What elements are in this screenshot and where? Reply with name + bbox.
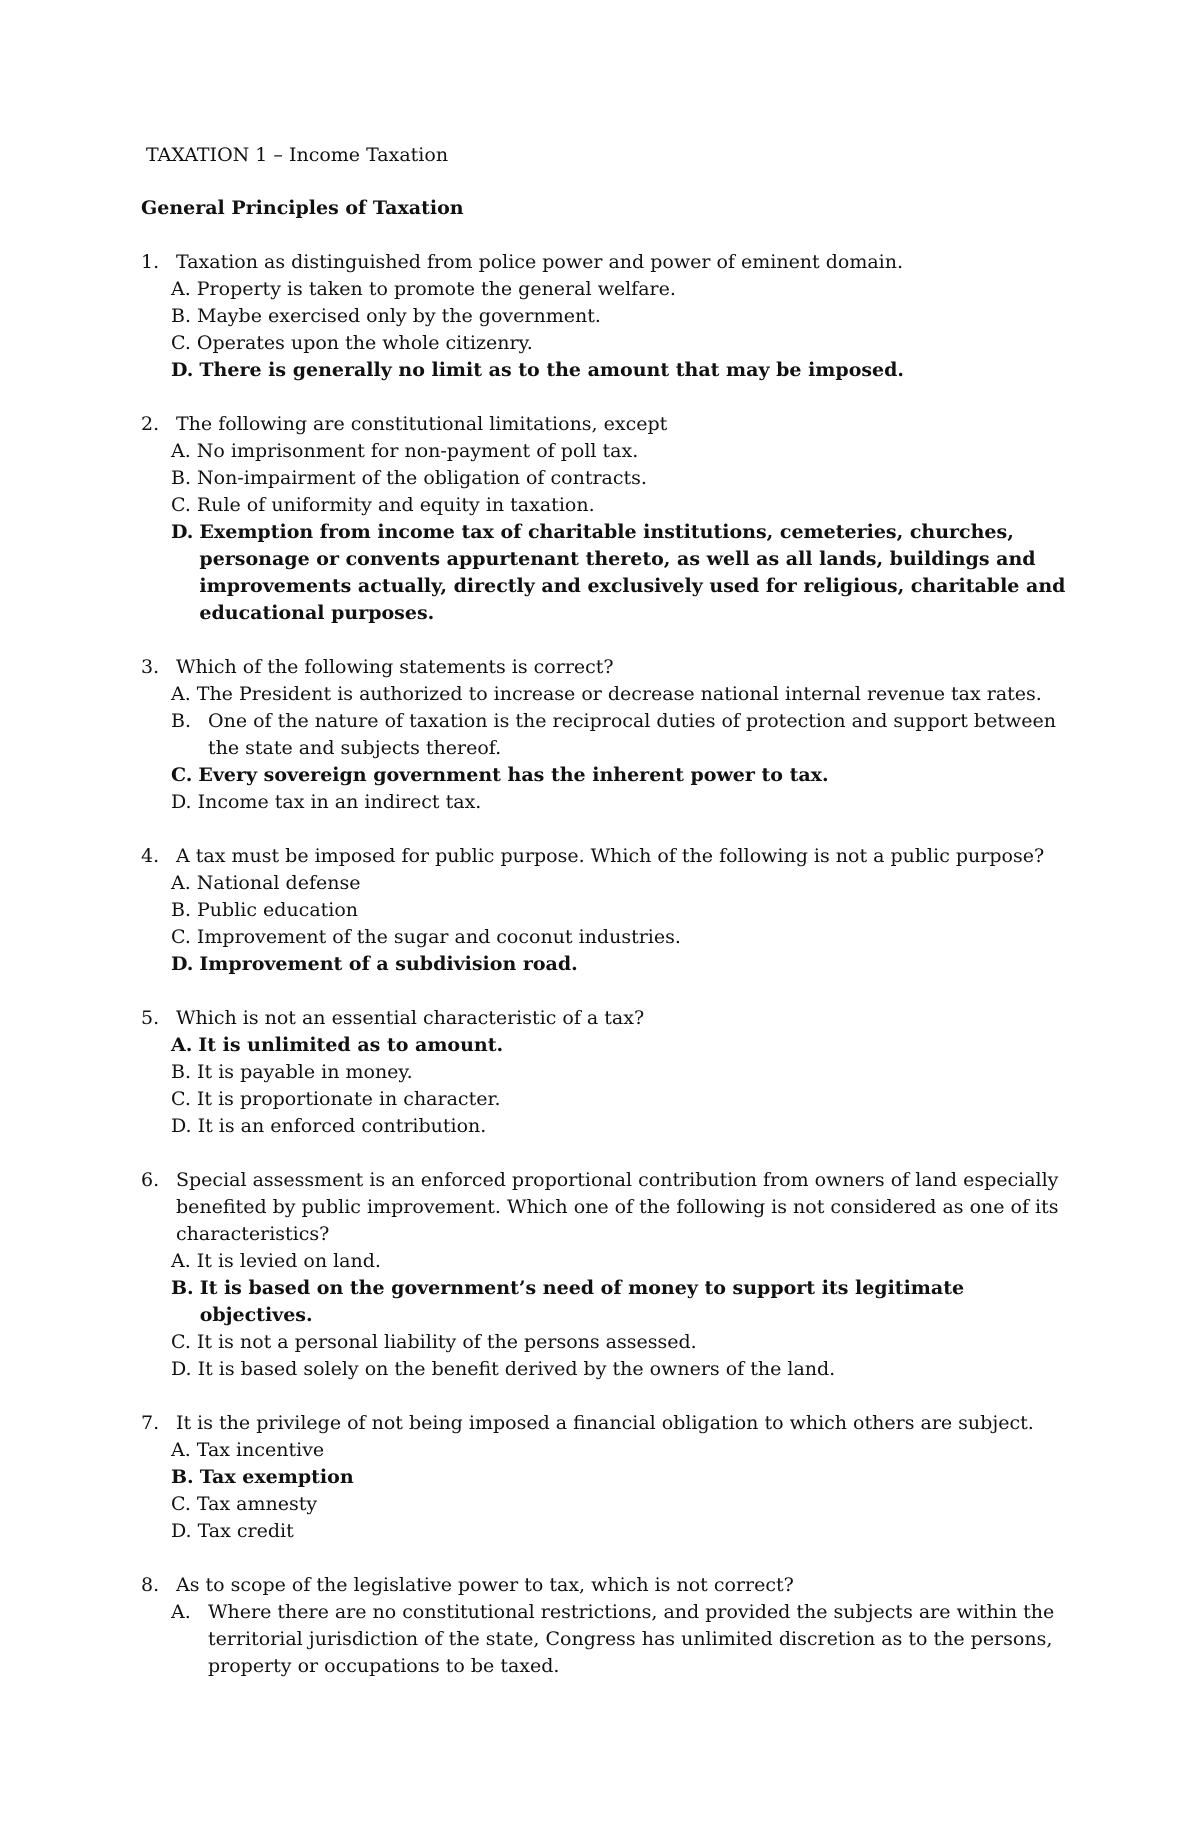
option-letter: C.	[171, 1088, 191, 1110]
option-letter: D.	[171, 1358, 192, 1380]
question-text: It is the privilege of not being imposed a financial obligation to which others are subject.	[176, 1412, 1034, 1434]
option-letter: C.	[171, 332, 191, 354]
option-text: Improvement of a subdivision road.	[199, 953, 578, 975]
option-letter: C.	[171, 1493, 191, 1515]
answer-option	[171, 897, 1071, 924]
answer-option	[171, 1356, 1071, 1383]
option-letter: A.	[171, 872, 191, 894]
option-letter: D.	[171, 791, 192, 813]
correct-answer-option	[171, 1032, 1071, 1059]
question-stem	[141, 1005, 1071, 1032]
option-text: Improvement of the sugar and coconut industries.	[196, 926, 681, 948]
option-text: It is not a personal liability of the persons assessed.	[196, 1331, 697, 1353]
answer-option	[171, 1437, 1071, 1464]
question-text: The following are constitutional limitations, except	[176, 413, 668, 435]
answer-options	[171, 681, 1071, 816]
answer-options	[171, 1599, 1071, 1680]
answer-option	[171, 276, 1071, 303]
answer-option	[171, 789, 1071, 816]
answer-option	[171, 708, 1071, 762]
question-item	[141, 1005, 1071, 1140]
answer-option	[171, 1059, 1071, 1086]
question-item	[141, 843, 1071, 978]
option-letter: C.	[171, 1331, 191, 1353]
option-text: Maybe exercised only by the government.	[197, 305, 601, 327]
option-text: Property is taken to promote the general welfare.	[196, 278, 676, 300]
option-text: There is generally no limit as to the amount that may be imposed.	[199, 359, 905, 381]
option-text: It is an enforced contribution.	[197, 1115, 487, 1137]
option-text: Public education	[197, 899, 359, 921]
answer-option	[171, 492, 1071, 519]
option-text: Rule of uniformity and equity in taxation.	[196, 494, 595, 516]
option-letter: B.	[171, 710, 192, 732]
answer-option	[171, 1599, 1071, 1680]
option-letter: C.	[171, 494, 191, 516]
question-stem	[141, 1167, 1071, 1248]
answer-option	[171, 438, 1071, 465]
question-text: Which is not an essential characteristic of a tax?	[176, 1007, 645, 1029]
option-text: National defense	[196, 872, 361, 894]
option-text: One of the nature of taxation is the reciprocal duties of protection and support between the state and subjects thereof.	[208, 710, 1056, 759]
question-item	[141, 1167, 1071, 1383]
answer-option	[171, 1248, 1071, 1275]
correct-answer-option	[171, 357, 1071, 384]
option-text: Tax exemption	[199, 1466, 354, 1488]
option-letter: B.	[171, 467, 192, 489]
question-stem	[141, 843, 1071, 870]
answer-option	[171, 1086, 1071, 1113]
option-letter: D.	[171, 1520, 192, 1542]
question-number: 8.	[141, 1574, 160, 1596]
question-number: 1.	[141, 251, 160, 273]
document-title: TAXATION 1 – Income Taxation	[146, 144, 449, 166]
option-text: Tax amnesty	[196, 1493, 318, 1515]
option-letter: B.	[171, 1061, 192, 1083]
option-letter: A.	[171, 440, 191, 462]
answer-options	[171, 1032, 1071, 1140]
option-text: It is based solely on the benefit derived by the owners of the land.	[197, 1358, 836, 1380]
option-text: Every sovereign government has the inherent power to tax.	[198, 764, 829, 786]
option-letter: C.	[171, 926, 191, 948]
answer-options	[171, 1248, 1071, 1383]
option-text: It is levied on land.	[196, 1250, 381, 1272]
option-text: It is based on the government’s need of money to support its legitimate objectives.	[199, 1277, 965, 1326]
question-text: Special assessment is an enforced proportional contribution from owners of land especially benefited by public improvement. Which one of the following is not considered as one of its characteristics?	[176, 1169, 1059, 1245]
option-letter: A.	[171, 683, 191, 705]
question-item	[141, 1410, 1071, 1545]
option-text: No imprisonment for non-payment of poll tax.	[196, 440, 639, 462]
question-number: 7.	[141, 1412, 160, 1434]
option-letter: A.	[171, 1439, 191, 1461]
option-text: It is proportionate in character.	[196, 1088, 501, 1110]
option-text: The President is authorized to increase or decrease national internal revenue tax rates.	[196, 683, 1042, 705]
option-letter: D.	[171, 521, 194, 543]
question-text: A tax must be imposed for public purpose. Which of the following is not a public purpose?	[176, 845, 1045, 867]
answer-option	[171, 330, 1071, 357]
option-text: Exemption from income tax of charitable institutions, cemeteries, churches, personage or convents appurtenant thereto, as well as all lands, buildings and improvements actually, directly and exclusively used for religious, charitable and educational purposes.	[199, 521, 1066, 624]
option-text: Income tax in an indirect tax.	[197, 791, 482, 813]
question-number: 4.	[141, 845, 160, 867]
answer-option	[171, 1329, 1071, 1356]
correct-answer-option	[171, 519, 1071, 627]
question-stem	[141, 654, 1071, 681]
option-text: It is payable in money.	[197, 1061, 413, 1083]
option-text: Non-impairment of the obligation of contracts.	[197, 467, 647, 489]
question-item	[141, 1572, 1071, 1680]
answer-option	[171, 1113, 1071, 1140]
correct-answer-option	[171, 1464, 1071, 1491]
question-text: Which of the following statements is correct?	[176, 656, 614, 678]
question-stem	[141, 1572, 1071, 1599]
option-text: It is unlimited as to amount.	[198, 1034, 504, 1056]
question-number: 6.	[141, 1169, 160, 1191]
section-heading: General Principles of Taxation	[141, 197, 464, 219]
question-stem	[141, 1410, 1071, 1437]
option-text: Operates upon the whole citizenry.	[196, 332, 533, 354]
answer-options	[171, 870, 1071, 978]
question-item	[141, 249, 1071, 384]
option-letter: A.	[171, 1250, 191, 1272]
option-letter: D.	[171, 953, 194, 975]
answer-options	[171, 1437, 1071, 1545]
option-letter: B.	[171, 1277, 194, 1299]
correct-answer-option	[171, 951, 1071, 978]
question-stem	[141, 249, 1071, 276]
answer-option	[171, 465, 1071, 492]
question-list	[141, 249, 1071, 1680]
option-letter: A.	[171, 278, 191, 300]
option-letter: A.	[171, 1601, 191, 1623]
option-text: Tax credit	[197, 1520, 294, 1542]
option-letter: B.	[171, 305, 192, 327]
option-letter: A.	[171, 1034, 193, 1056]
answer-option	[171, 924, 1071, 951]
question-number: 5.	[141, 1007, 160, 1029]
option-text: Where there are no constitutional restrictions, and provided the subjects are within the territorial jurisdiction of the state, Congress has unlimited discretion as to the persons, property or occupations to be taxed.	[208, 1601, 1055, 1677]
answer-option	[171, 1518, 1071, 1545]
option-letter: D.	[171, 1115, 192, 1137]
answer-option	[171, 870, 1071, 897]
question-item	[141, 411, 1071, 627]
document-content	[141, 142, 1071, 1707]
answer-option	[171, 681, 1071, 708]
question-text: As to scope of the legislative power to tax, which is not correct?	[176, 1574, 794, 1596]
question-text: Taxation as distinguished from police power and power of eminent domain.	[176, 251, 904, 273]
question-stem	[141, 411, 1071, 438]
answer-option	[171, 303, 1071, 330]
question-item	[141, 654, 1071, 816]
question-number: 3.	[141, 656, 160, 678]
correct-answer-option	[171, 762, 1071, 789]
option-letter: B.	[171, 1466, 194, 1488]
answer-options	[171, 438, 1071, 627]
option-letter: B.	[171, 899, 192, 921]
option-letter: C.	[171, 764, 193, 786]
answer-options	[171, 276, 1071, 384]
option-text: Tax incentive	[196, 1439, 325, 1461]
answer-option	[171, 1491, 1071, 1518]
correct-answer-option	[171, 1275, 1071, 1329]
option-letter: D.	[171, 359, 194, 381]
question-number: 2.	[141, 413, 160, 435]
